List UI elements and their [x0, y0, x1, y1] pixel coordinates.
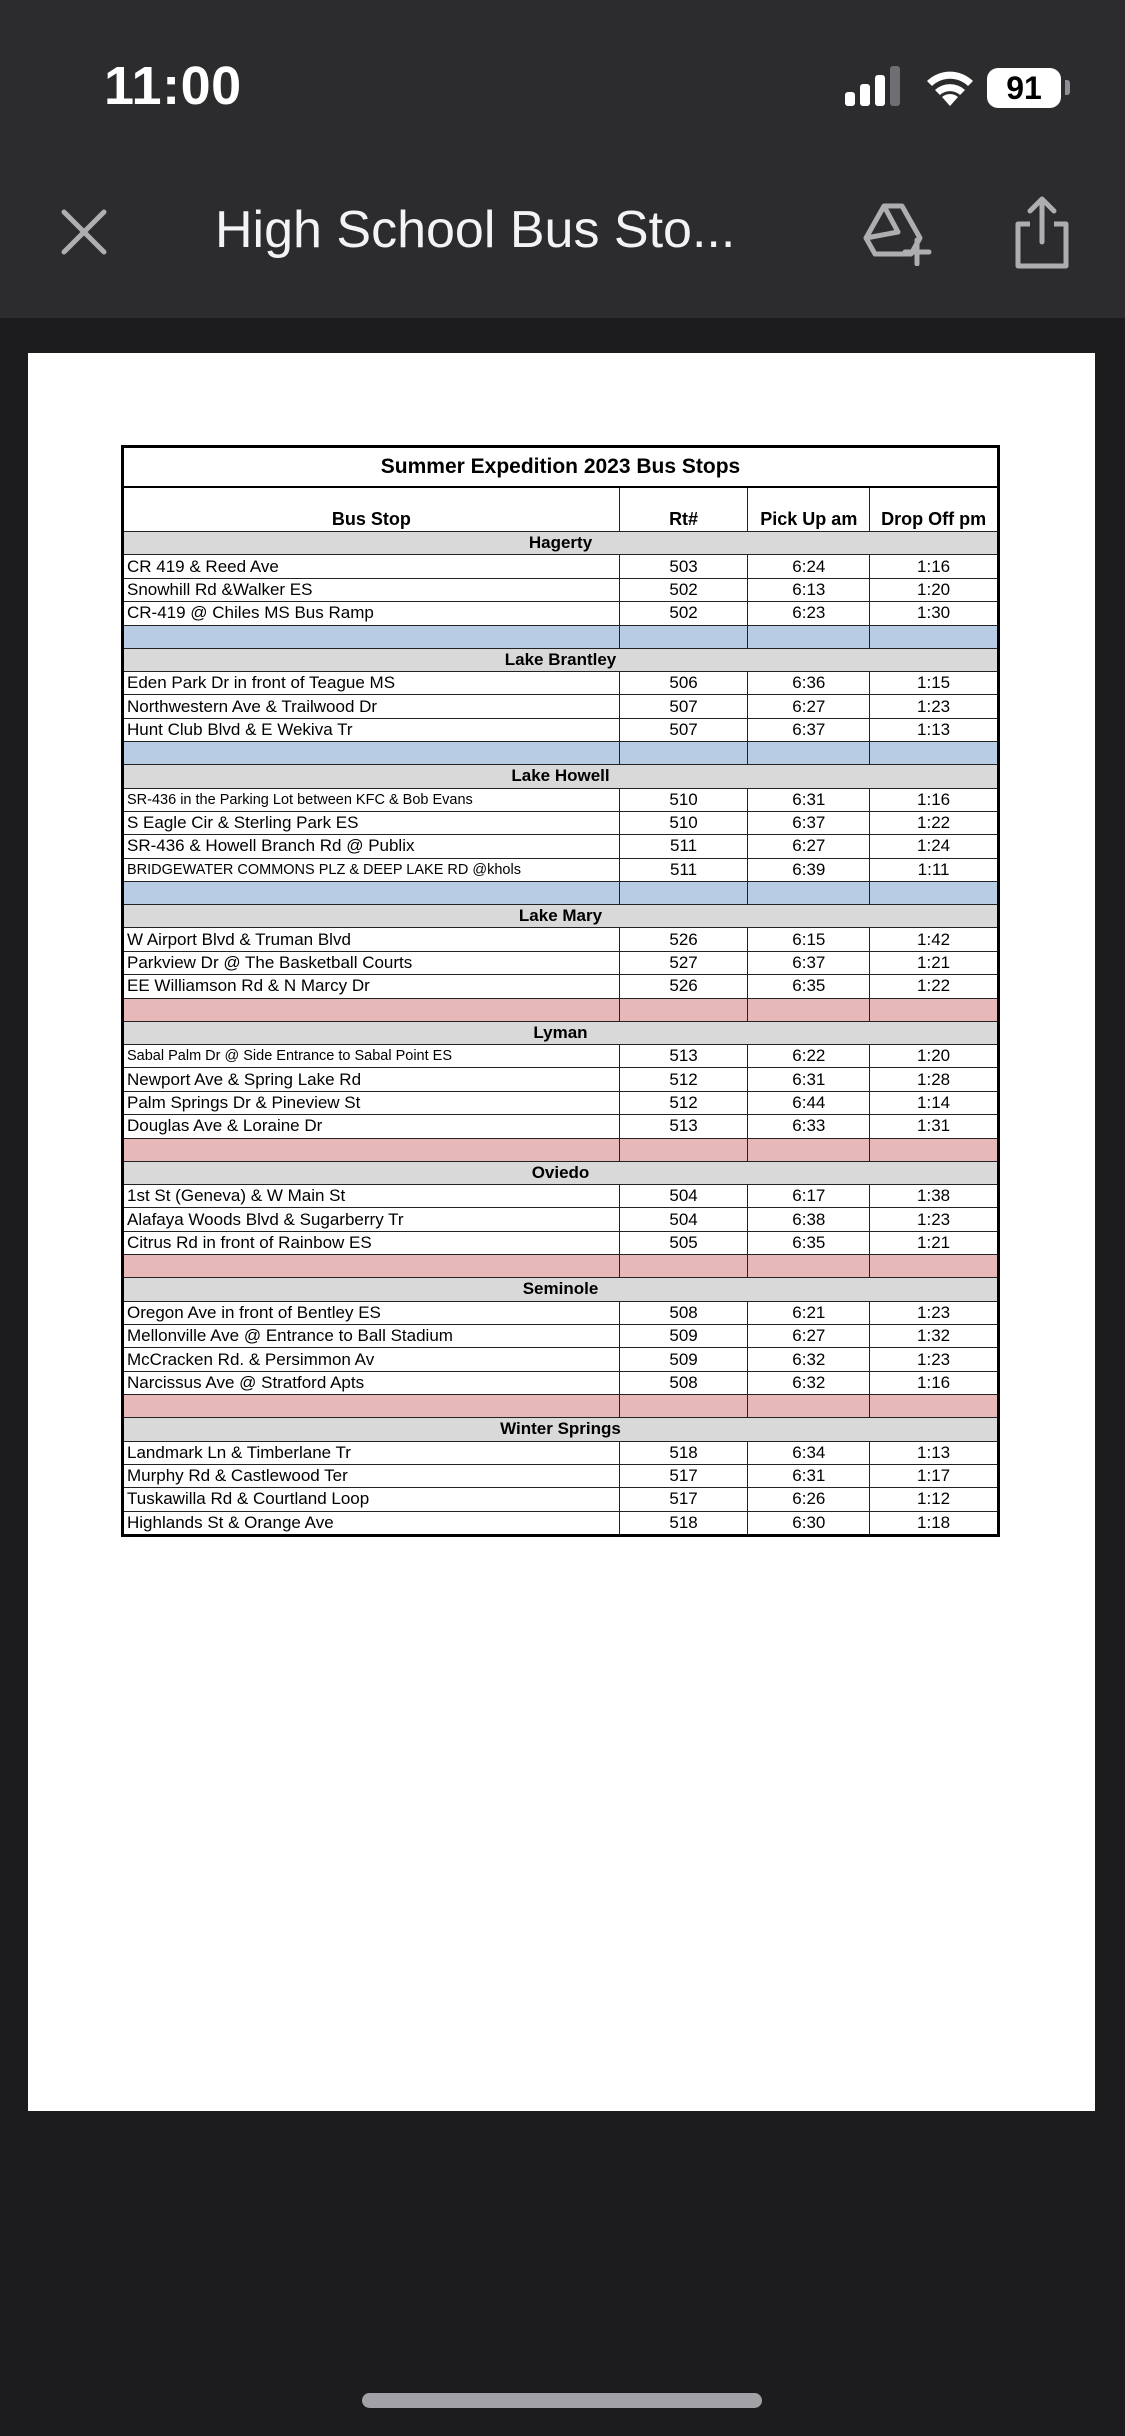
section-header-row — [123, 1278, 999, 1301]
table-row — [123, 695, 999, 718]
drop-off-cell: 1:16 — [870, 1371, 999, 1394]
table-row — [123, 1115, 999, 1138]
share-icon[interactable] — [1012, 196, 1072, 270]
table-row — [123, 1045, 999, 1068]
spacer-cell — [870, 882, 999, 905]
bus-stop-cell: Eden Park Dr in front of Teague MS — [123, 671, 620, 694]
section-name: Winter Springs — [123, 1418, 999, 1441]
section-header-row — [123, 1418, 999, 1441]
bus-stop-cell: Newport Ave & Spring Lake Rd — [123, 1068, 620, 1091]
route-cell: 502 — [619, 602, 748, 625]
bus-stop-cell: Narcissus Ave @ Stratford Apts — [123, 1371, 620, 1394]
route-cell: 509 — [619, 1348, 748, 1371]
table-row — [123, 788, 999, 811]
pick-up-cell: 6:13 — [748, 578, 870, 601]
column-header-bus-stop: Bus Stop — [123, 487, 620, 532]
pick-up-cell: 6:27 — [748, 835, 870, 858]
pick-up-cell: 6:24 — [748, 555, 870, 578]
pick-up-cell: 6:27 — [748, 695, 870, 718]
drop-off-cell: 1:38 — [870, 1184, 999, 1207]
drop-off-cell: 1:20 — [870, 1045, 999, 1068]
drop-off-cell: 1:13 — [870, 1441, 999, 1464]
drop-off-cell: 1:18 — [870, 1511, 999, 1535]
bus-stop-cell: Northwestern Ave & Trailwood Dr — [123, 695, 620, 718]
bus-stop-cell: SR-436 in the Parking Lot between KFC & Bob Evans — [123, 788, 620, 811]
spacer-row — [123, 1255, 999, 1278]
route-cell: 513 — [619, 1115, 748, 1138]
bus-stop-cell: Alafaya Woods Blvd & Sugarberry Tr — [123, 1208, 620, 1231]
pick-up-cell: 6:30 — [748, 1511, 870, 1535]
spacer-cell — [123, 625, 620, 648]
table-row — [123, 1488, 999, 1511]
drop-off-cell: 1:20 — [870, 578, 999, 601]
spacer-cell — [870, 1395, 999, 1418]
battery-level: 91 — [987, 68, 1061, 108]
section-name: Oviedo — [123, 1161, 999, 1184]
drop-off-cell: 1:17 — [870, 1464, 999, 1487]
route-cell: 507 — [619, 718, 748, 741]
table-row — [123, 858, 999, 881]
pick-up-cell: 6:44 — [748, 1091, 870, 1114]
route-cell: 527 — [619, 951, 748, 974]
section-name: Lake Howell — [123, 765, 999, 788]
home-indicator[interactable] — [362, 2393, 762, 2408]
drop-off-cell: 1:22 — [870, 811, 999, 834]
pick-up-cell: 6:35 — [748, 1231, 870, 1254]
table-body — [123, 532, 999, 1536]
spacer-cell — [619, 998, 748, 1021]
battery-tip — [1065, 80, 1070, 95]
spacer-row — [123, 625, 999, 648]
pick-up-cell: 6:32 — [748, 1348, 870, 1371]
section-header-row — [123, 1161, 999, 1184]
section-name: Hagerty — [123, 532, 999, 555]
wifi-icon — [923, 64, 977, 108]
spacer-cell — [123, 1138, 620, 1161]
drop-off-cell: 1:23 — [870, 695, 999, 718]
table-row — [123, 1511, 999, 1535]
status-icons — [845, 64, 1073, 112]
pick-up-cell: 6:37 — [748, 811, 870, 834]
bus-stop-cell: Palm Springs Dr & Pineview St — [123, 1091, 620, 1114]
drop-off-cell: 1:21 — [870, 951, 999, 974]
spacer-cell — [619, 1255, 748, 1278]
bus-stop-cell: Sabal Palm Dr @ Side Entrance to Sabal Point ES — [123, 1045, 620, 1068]
table-row — [123, 811, 999, 834]
pick-up-cell: 6:31 — [748, 1464, 870, 1487]
section-name: Lyman — [123, 1021, 999, 1044]
bus-stop-cell: SR-436 & Howell Branch Rd @ Publix — [123, 835, 620, 858]
spacer-row — [123, 742, 999, 765]
table-row — [123, 718, 999, 741]
spacer-cell — [748, 998, 870, 1021]
cellular-signal-icon — [845, 64, 901, 108]
bus-stops-table — [121, 445, 1000, 1537]
route-cell: 511 — [619, 858, 748, 881]
pick-up-cell: 6:37 — [748, 718, 870, 741]
pick-up-cell: 6:21 — [748, 1301, 870, 1324]
table-row — [123, 602, 999, 625]
spacer-cell — [619, 1138, 748, 1161]
pick-up-cell: 6:39 — [748, 858, 870, 881]
bus-stop-cell: McCracken Rd. & Persimmon Av — [123, 1348, 620, 1371]
spacer-cell — [123, 1395, 620, 1418]
section-header-row — [123, 648, 999, 671]
drop-off-cell: 1:28 — [870, 1068, 999, 1091]
table-row — [123, 951, 999, 974]
drop-off-cell: 1:21 — [870, 1231, 999, 1254]
pick-up-cell: 6:15 — [748, 928, 870, 951]
bus-stop-cell: Mellonville Ave @ Entrance to Ball Stadium — [123, 1324, 620, 1347]
table-row — [123, 578, 999, 601]
bus-stop-cell: Murphy Rd & Castlewood Ter — [123, 1464, 620, 1487]
spacer-cell — [748, 1138, 870, 1161]
bus-stop-cell: Citrus Rd in front of Rainbow ES — [123, 1231, 620, 1254]
route-cell: 507 — [619, 695, 748, 718]
section-header-row — [123, 1021, 999, 1044]
drop-off-cell: 1:24 — [870, 835, 999, 858]
table-row — [123, 1324, 999, 1347]
spacer-cell — [123, 998, 620, 1021]
section-name: Lake Mary — [123, 905, 999, 928]
bus-stop-cell: EE Williamson Rd & N Marcy Dr — [123, 975, 620, 998]
table-row — [123, 928, 999, 951]
route-cell: 518 — [619, 1441, 748, 1464]
bus-stop-cell: Douglas Ave & Loraine Dr — [123, 1115, 620, 1138]
spacer-row — [123, 882, 999, 905]
drop-off-cell: 1:32 — [870, 1324, 999, 1347]
bus-stop-cell: Parkview Dr @ The Basketball Courts — [123, 951, 620, 974]
pick-up-cell: 6:33 — [748, 1115, 870, 1138]
table-row — [123, 1068, 999, 1091]
route-cell: 510 — [619, 811, 748, 834]
bus-stop-cell: Landmark Ln & Timberlane Tr — [123, 1441, 620, 1464]
bus-stop-cell: CR-419 @ Chiles MS Bus Ramp — [123, 602, 620, 625]
column-header-pick-up: Pick Up am — [748, 487, 870, 532]
table-row — [123, 555, 999, 578]
drop-off-cell: 1:23 — [870, 1208, 999, 1231]
bus-stop-cell: Snowhill Rd &Walker ES — [123, 578, 620, 601]
route-cell: 526 — [619, 928, 748, 951]
table-row — [123, 1348, 999, 1371]
table-row — [123, 975, 999, 998]
section-header-row — [123, 905, 999, 928]
pick-up-cell: 6:31 — [748, 788, 870, 811]
drop-off-cell: 1:13 — [870, 718, 999, 741]
drop-off-cell: 1:23 — [870, 1348, 999, 1371]
bus-stop-cell: Oregon Ave in front of Bentley ES — [123, 1301, 620, 1324]
spacer-cell — [748, 1395, 870, 1418]
spacer-cell — [619, 625, 748, 648]
spacer-cell — [748, 882, 870, 905]
drop-off-cell: 1:23 — [870, 1301, 999, 1324]
pick-up-cell: 6:27 — [748, 1324, 870, 1347]
drop-off-cell: 1:15 — [870, 671, 999, 694]
table-row — [123, 835, 999, 858]
top-bar — [0, 0, 1125, 318]
route-cell: 508 — [619, 1371, 748, 1394]
spacer-cell — [123, 1255, 620, 1278]
spacer-cell — [619, 742, 748, 765]
route-cell: 506 — [619, 671, 748, 694]
route-cell: 518 — [619, 1511, 748, 1535]
route-cell: 505 — [619, 1231, 748, 1254]
bus-stop-cell: 1st St (Geneva) & W Main St — [123, 1184, 620, 1207]
route-cell: 517 — [619, 1488, 748, 1511]
drop-off-cell: 1:11 — [870, 858, 999, 881]
spacer-cell — [748, 742, 870, 765]
pick-up-cell: 6:22 — [748, 1045, 870, 1068]
section-header-row — [123, 532, 999, 555]
drop-off-cell: 1:16 — [870, 788, 999, 811]
spacer-cell — [619, 882, 748, 905]
pick-up-cell: 6:23 — [748, 602, 870, 625]
table-row — [123, 1231, 999, 1254]
pick-up-cell: 6:17 — [748, 1184, 870, 1207]
document-page — [28, 353, 1095, 2111]
pick-up-cell: 6:36 — [748, 671, 870, 694]
table-title: Summer Expedition 2023 Bus Stops — [123, 447, 999, 488]
drop-off-cell: 1:30 — [870, 602, 999, 625]
drop-off-cell: 1:12 — [870, 1488, 999, 1511]
table-row — [123, 1464, 999, 1487]
section-name: Lake Brantley — [123, 648, 999, 671]
table-row — [123, 1208, 999, 1231]
spacer-row — [123, 998, 999, 1021]
bus-stop-cell: W Airport Blvd & Truman Blvd — [123, 928, 620, 951]
spacer-row — [123, 1138, 999, 1161]
pick-up-cell: 6:26 — [748, 1488, 870, 1511]
route-cell: 503 — [619, 555, 748, 578]
spacer-cell — [123, 742, 620, 765]
pick-up-cell: 6:32 — [748, 1371, 870, 1394]
section-header-row — [123, 765, 999, 788]
spacer-cell — [870, 742, 999, 765]
route-cell: 504 — [619, 1184, 748, 1207]
spacer-cell — [870, 998, 999, 1021]
route-cell: 526 — [619, 975, 748, 998]
status-time: 11:00 — [104, 56, 242, 116]
spacer-cell — [870, 1255, 999, 1278]
close-icon[interactable] — [60, 208, 108, 256]
bus-stop-cell: Hunt Club Blvd & E Wekiva Tr — [123, 718, 620, 741]
drop-off-cell: 1:22 — [870, 975, 999, 998]
drop-off-cell: 1:31 — [870, 1115, 999, 1138]
column-header-route: Rt# — [619, 487, 748, 532]
table-row — [123, 1091, 999, 1114]
bus-stop-cell: BRIDGEWATER COMMONS PLZ & DEEP LAKE RD @khols — [123, 858, 620, 881]
document-title: High School Bus Sto... — [215, 201, 736, 259]
spacer-cell — [870, 625, 999, 648]
table-row — [123, 1441, 999, 1464]
bus-stop-cell: S Eagle Cir & Sterling Park ES — [123, 811, 620, 834]
pick-up-cell: 6:34 — [748, 1441, 870, 1464]
route-cell: 517 — [619, 1464, 748, 1487]
pick-up-cell: 6:38 — [748, 1208, 870, 1231]
drop-off-cell: 1:14 — [870, 1091, 999, 1114]
section-name: Seminole — [123, 1278, 999, 1301]
bus-stop-cell: CR 419 & Reed Ave — [123, 555, 620, 578]
route-cell: 510 — [619, 788, 748, 811]
pick-up-cell: 6:37 — [748, 951, 870, 974]
column-header-drop-off: Drop Off pm — [870, 487, 999, 532]
route-cell: 504 — [619, 1208, 748, 1231]
bus-stop-cell: Highlands St & Orange Ave — [123, 1511, 620, 1535]
table-row — [123, 1371, 999, 1394]
pick-up-cell: 6:35 — [748, 975, 870, 998]
bus-stop-cell: Tuskawilla Rd & Courtland Loop — [123, 1488, 620, 1511]
route-cell: 512 — [619, 1068, 748, 1091]
spacer-cell — [619, 1395, 748, 1418]
table-row — [123, 671, 999, 694]
table-row — [123, 1184, 999, 1207]
route-cell: 513 — [619, 1045, 748, 1068]
spacer-cell — [748, 1255, 870, 1278]
spacer-cell — [123, 882, 620, 905]
route-cell: 511 — [619, 835, 748, 858]
route-cell: 512 — [619, 1091, 748, 1114]
pick-up-cell: 6:31 — [748, 1068, 870, 1091]
spacer-cell — [870, 1138, 999, 1161]
route-cell: 509 — [619, 1324, 748, 1347]
route-cell: 502 — [619, 578, 748, 601]
spacer-cell — [748, 625, 870, 648]
table-row — [123, 1301, 999, 1324]
add-to-drive-icon[interactable] — [862, 200, 932, 266]
drop-off-cell: 1:16 — [870, 555, 999, 578]
route-cell: 508 — [619, 1301, 748, 1324]
spacer-row — [123, 1395, 999, 1418]
drop-off-cell: 1:42 — [870, 928, 999, 951]
